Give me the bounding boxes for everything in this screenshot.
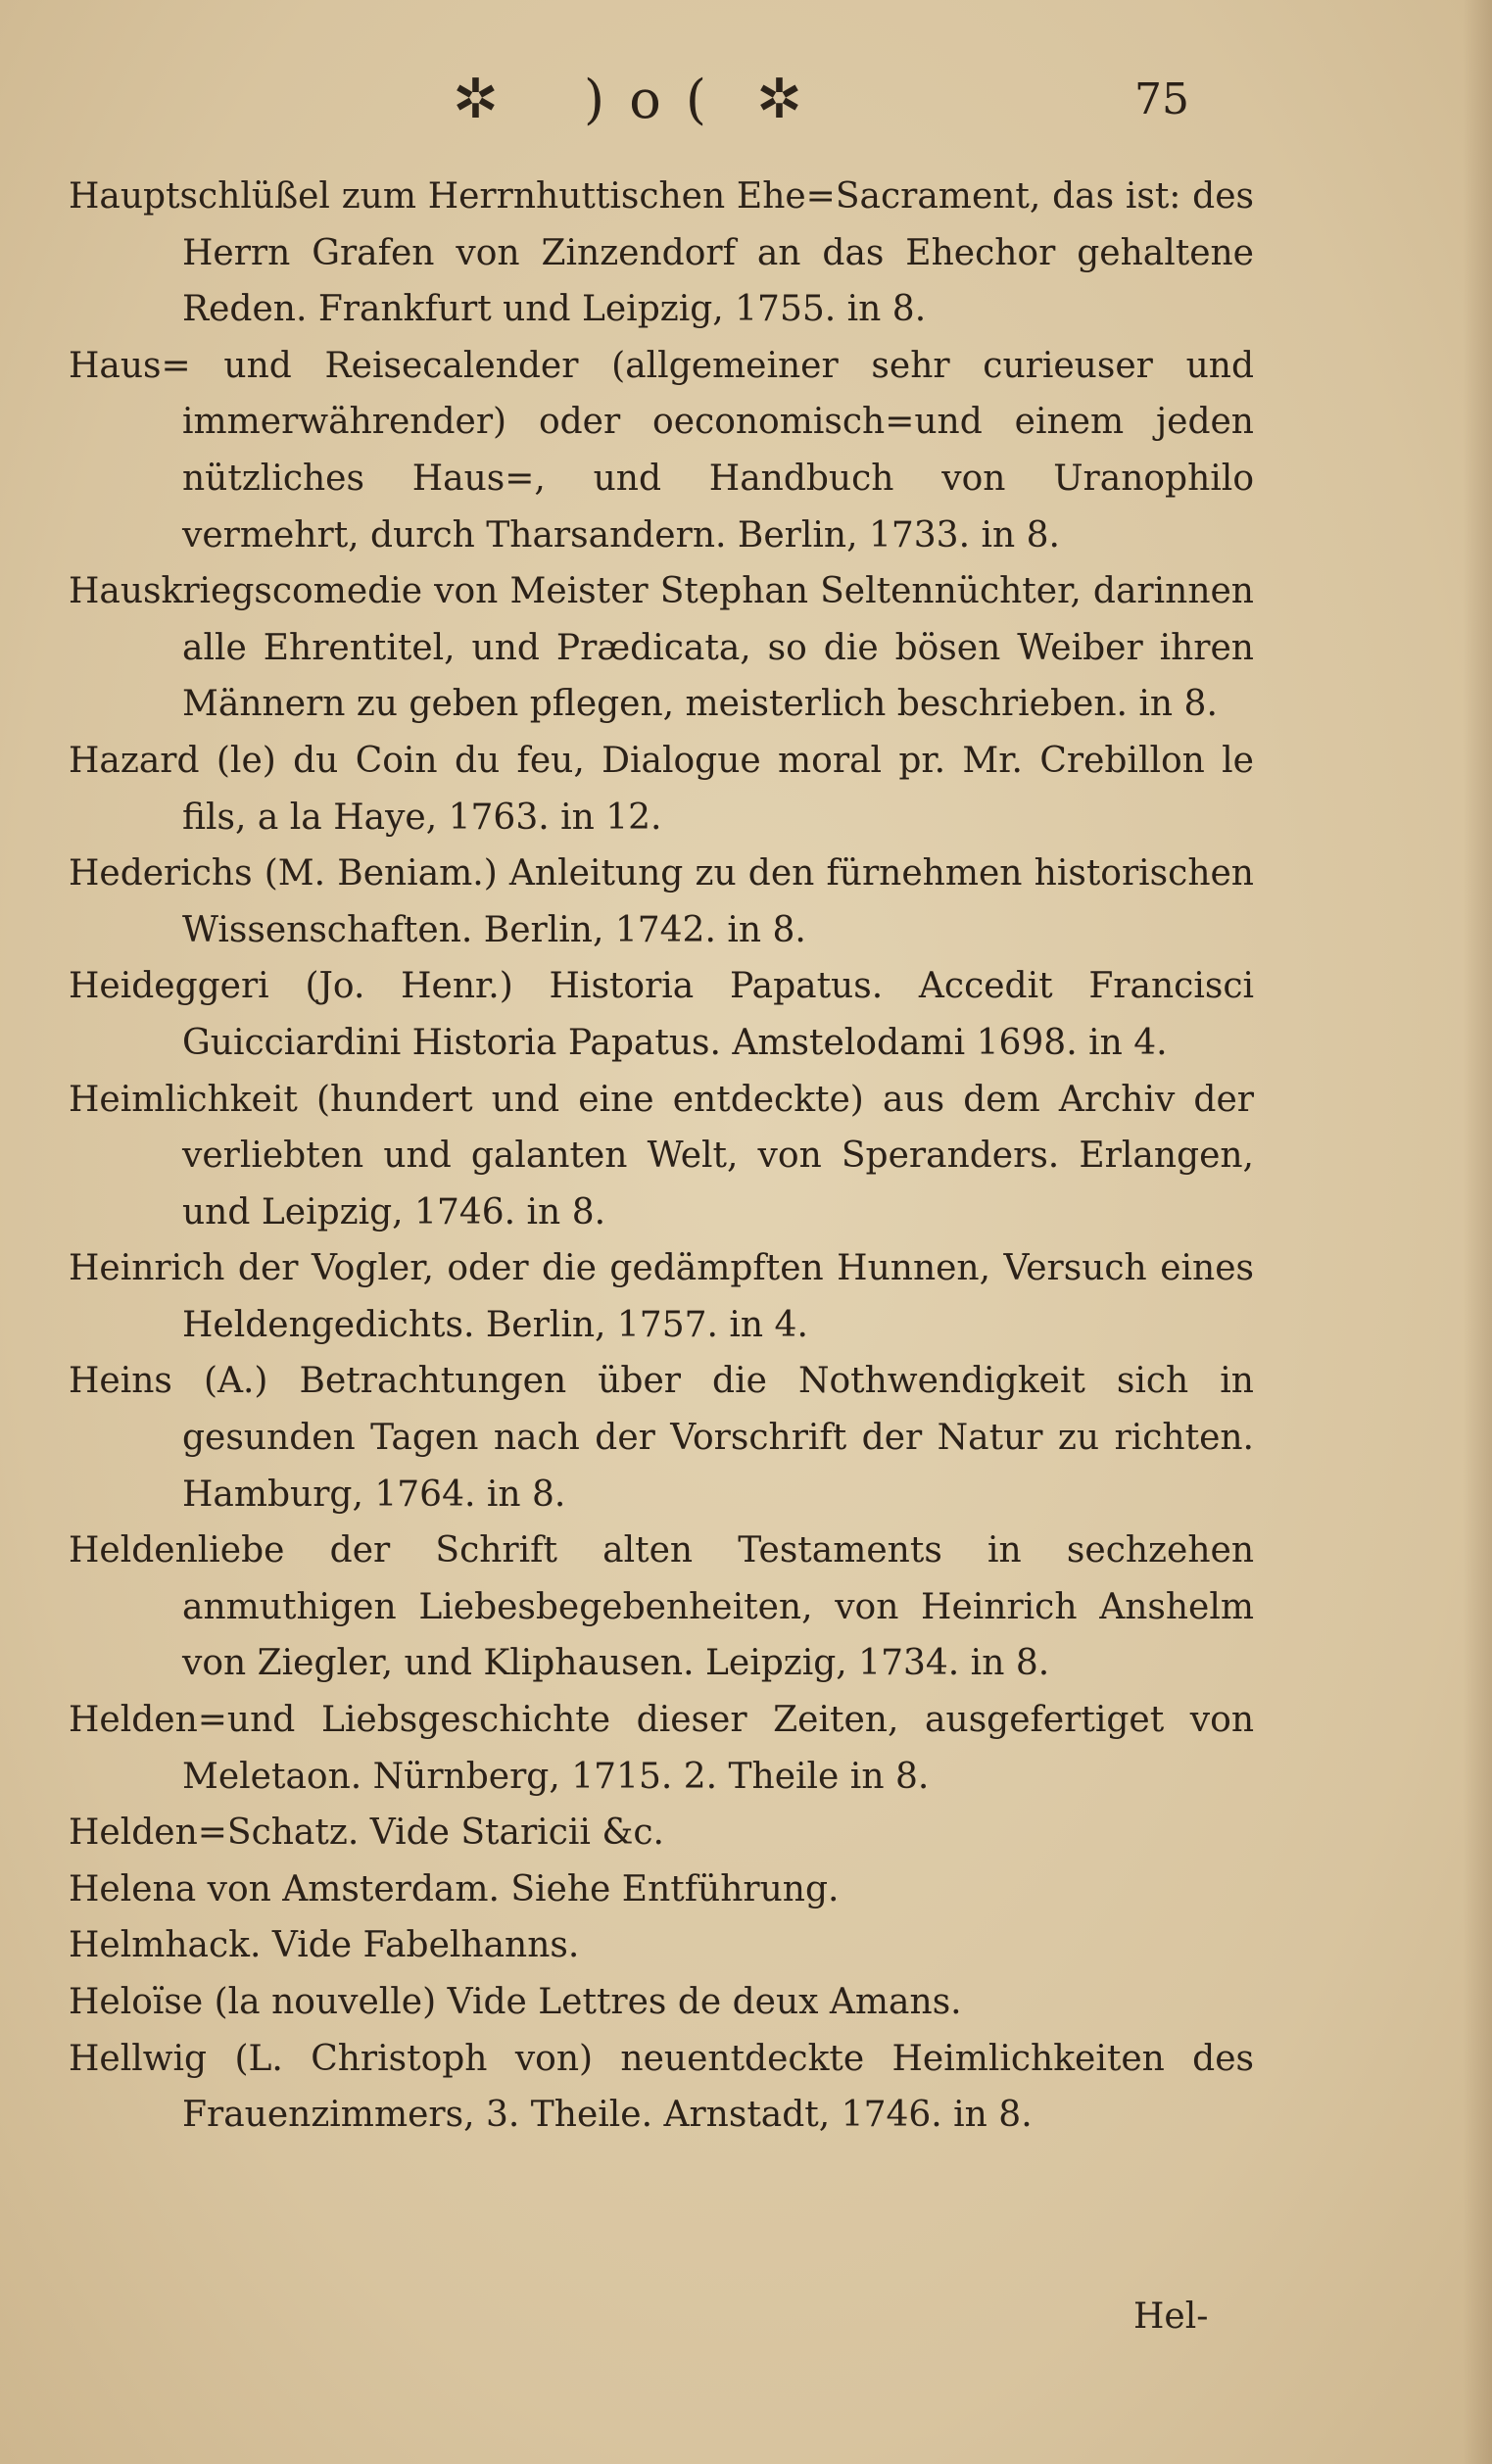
catalog-entry: Hederichs (M. Beniam.) Anleitung zu den fürnehmen historischen Wissenschaften. Berlin, 1742. in 8. (69, 853, 1254, 950)
catalog-entry: Helmhack. Vide Fabelhanns. (69, 1925, 580, 1966)
page-number: 75 (1134, 74, 1189, 124)
catalog-entry: Helden=Schatz. Vide Staricii &c. (69, 1812, 664, 1854)
catalog-entry: Hazard (le) du Coin du feu, Dialogue moral pr. Mr. Crebillon le fils, a la Haye, 1763. in 12. (69, 740, 1254, 838)
catchword: Hel- (1133, 2296, 1209, 2337)
catalog-entry: Haus= und Reisecalender (allgemeiner sehr curieuser und immerwährender) oder oeconomisch=und einem jeden nützliches Haus=, und Handbuch von Uranophilo vermehrt, durch Tharsandern. Berlin, 1733. in 8. (69, 345, 1254, 556)
catalog-entry: Helden=und Liebsgeschichte dieser Zeiten, ausgefertiget von Meletaon. Nürnberg, 1715. 2. Theile in 8. (69, 1700, 1254, 1797)
catalog-entry: Heins (A.) Betrachtungen über die Nothwendigkeit sich in gesunden Tagen nach der Vorschrift der Natur zu richten. Hamburg, 1764. in 8. (69, 1361, 1254, 1515)
catalog-entries (69, 169, 1254, 2144)
catalog-entry: Heimlichkeit (hundert und eine entdeckte) aus dem Archiv der verliebten und galanten Welt, von Speranders. Erlangen, und Leipzig, 1746. in 8. (69, 1079, 1254, 1232)
catalog-entry: Heinrich der Vogler, oder die gedämpften Hunnen, Versuch eines Heldengedichts. Berlin, 1757. in 4. (69, 1248, 1254, 1345)
page-fold-shadow (1463, 0, 1492, 2464)
catalog-entry: Helena von Amsterdam. Siehe Entführung. (69, 1868, 840, 1909)
catalog-entry: Heideggeri (Jo. Henr.) Historia Papatus. Accedit Francisci Guicciardini Historia Papatus. Amstelodami 1698. in 4. (69, 966, 1254, 1063)
catalog-entry: Hauptschlüßel zum Herrnhuttischen Ehe=Sacrament, das ist: des Herrn Grafen von Zinzendorf an das Ehechor gehaltene Reden. Frankfurt und Leipzig, 1755. in 8. (69, 176, 1254, 330)
header-center-mark: ) o ( (584, 69, 710, 130)
catalog-entry: Heldenliebe der Schrift alten Testaments in sechzehen anmuthigen Liebesbegebenheiten, von Heinrich Anshelm von Ziegler, und Kliphausen. Leipzig, 1734. in 8. (69, 1530, 1254, 1684)
catalog-entry: Hellwig (L. Christoph von) neuentdeckte Heimlichkeiten des Frauenzimmers, 3. Theile. Arnstadt, 1746. in 8. (69, 2038, 1254, 2136)
catalog-entry: Heloïse (la nouvelle) Vide Lettres de deux Amans. (69, 1982, 962, 2022)
catalog-entry: Hauskriegscomedie von Meister Stephan Seltennüchter, darinnen alle Ehrentitel, und Prædicata, so die bösen Weiber ihren Männern zu geben pflegen, meisterlich beschrieben. in 8. (69, 571, 1254, 725)
page-header (0, 61, 1492, 139)
ornament-left-icon: ✲ (453, 68, 499, 131)
ornament-right-icon: ✲ (756, 68, 802, 131)
